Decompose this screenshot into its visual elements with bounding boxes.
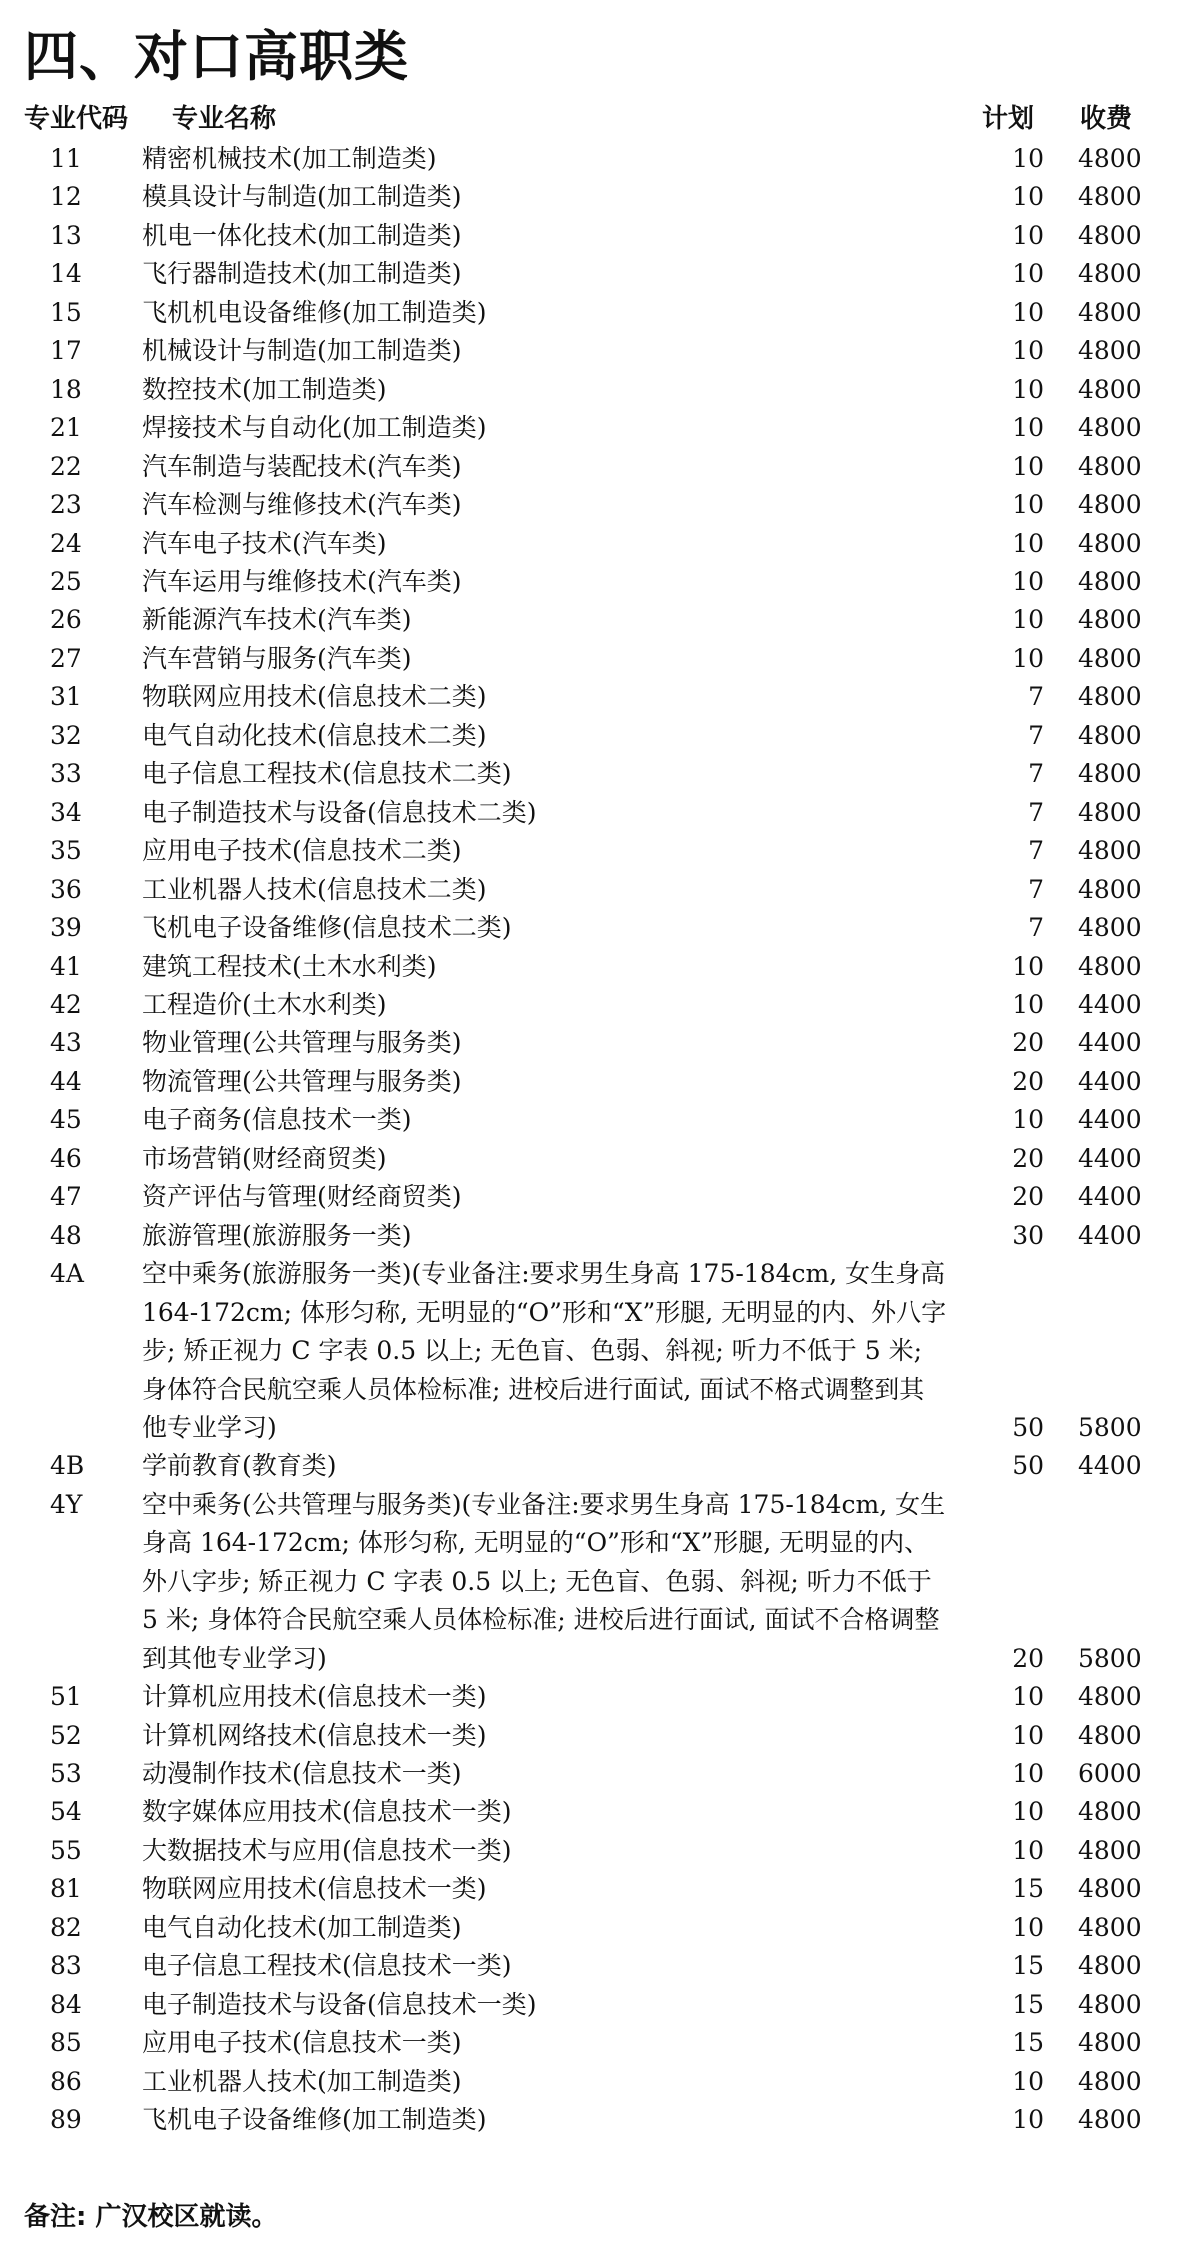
major-code: 23 <box>50 490 82 520</box>
major-code: 22 <box>50 451 82 481</box>
major-name: 物流管理(公共管理与服务类) <box>142 1066 462 1096</box>
major-name: 飞机机电设备维修(加工制造类) <box>142 297 487 327</box>
table-header <box>0 100 1200 138</box>
major-fee: 4800 <box>1078 1989 1142 2019</box>
major-fee: 4800 <box>1078 490 1142 520</box>
major-code: 85 <box>50 2028 82 2058</box>
major-plan: 7 <box>1028 836 1044 866</box>
major-code: 89 <box>50 2105 82 2135</box>
major-name: 资产评估与管理(财经商贸类) <box>142 1182 462 1212</box>
major-plan: 10 <box>1012 413 1044 443</box>
major-plan: 10 <box>1012 297 1044 327</box>
major-plan: 15 <box>1012 2028 1044 2058</box>
major-fee: 4800 <box>1078 451 1142 481</box>
major-code: 25 <box>50 566 82 596</box>
table-row <box>0 255 1200 293</box>
major-code: 4Y <box>50 1489 83 1519</box>
major-fee: 4400 <box>1078 1220 1142 1250</box>
major-fee: 4800 <box>1078 1797 1142 1827</box>
major-name: 飞机电子设备维修(加工制造类) <box>142 2105 487 2135</box>
major-fee: 4800 <box>1078 836 1142 866</box>
major-fee: 4800 <box>1078 220 1142 250</box>
major-name: 汽车电子技术(汽车类) <box>142 528 387 558</box>
major-fee: 4800 <box>1078 605 1142 635</box>
table-row <box>0 832 1200 870</box>
table-row <box>0 1447 1200 1485</box>
major-plan: 10 <box>1012 336 1044 366</box>
table-row <box>0 448 1200 486</box>
major-name: 工业机器人技术(加工制造类) <box>142 2066 462 2096</box>
major-name: 电气自动化技术(信息技术二类) <box>142 720 487 750</box>
table-row <box>0 1678 1200 1716</box>
major-name: 汽车运用与维修技术(汽车类) <box>142 566 462 596</box>
major-fee: 4800 <box>1078 797 1142 827</box>
major-fee: 4800 <box>1078 2105 1142 2135</box>
major-name: 物联网应用技术(信息技术二类) <box>142 682 487 712</box>
major-code: 36 <box>50 874 82 904</box>
major-plan: 30 <box>1012 1220 1044 1250</box>
major-plan: 50 <box>1012 1412 1044 1442</box>
major-plan: 10 <box>1012 643 1044 673</box>
major-plan: 10 <box>1012 490 1044 520</box>
major-code: 52 <box>50 1720 82 1750</box>
major-name: 精密机械技术(加工制造类) <box>142 144 437 173</box>
major-name: 新能源汽车技术(汽车类) <box>142 605 412 635</box>
major-name: 汽车检测与维修技术(汽车类) <box>142 490 462 520</box>
major-fee: 4800 <box>1078 413 1142 443</box>
major-fee: 4800 <box>1078 2028 1142 2058</box>
major-code: 83 <box>50 1951 82 1981</box>
major-name: 大数据技术与应用(信息技术一类) <box>142 1835 512 1865</box>
major-code: 41 <box>50 951 82 981</box>
header-plan: 计划 <box>982 104 1035 134</box>
header-name: 专业名称 <box>172 104 277 134</box>
major-plan: 10 <box>1012 1720 1044 1750</box>
table-row <box>0 640 1200 678</box>
table-row <box>0 486 1200 524</box>
table-row <box>0 1140 1200 1178</box>
major-fee: 4400 <box>1078 1143 1142 1173</box>
table-row <box>0 717 1200 755</box>
major-fee: 4400 <box>1078 1182 1142 1212</box>
table-row <box>0 909 1200 947</box>
major-name: 模具设计与制造(加工制造类) <box>142 182 462 212</box>
table-row <box>0 601 1200 639</box>
major-name: 电子制造技术与设备(信息技术二类) <box>142 797 537 827</box>
major-name: 旅游管理(旅游服务一类) <box>142 1220 412 1250</box>
table-row <box>0 525 1200 563</box>
major-plan: 10 <box>1012 374 1044 404</box>
major-fee: 6000 <box>1078 1759 1142 1789</box>
major-plan: 15 <box>1012 1989 1044 2019</box>
table-row <box>0 794 1200 832</box>
major-plan: 10 <box>1012 1835 1044 1865</box>
major-plan: 10 <box>1012 1797 1044 1827</box>
table-row <box>0 1986 1200 2024</box>
major-code: 51 <box>50 1682 82 1712</box>
major-name: 机械设计与制造(加工制造类) <box>142 336 462 366</box>
major-plan: 10 <box>1012 144 1044 173</box>
major-name: 物联网应用技术(信息技术一类) <box>142 1874 487 1904</box>
major-fee: 4800 <box>1078 528 1142 558</box>
major-code: 35 <box>50 836 82 866</box>
major-fee: 4800 <box>1078 951 1142 981</box>
major-fee: 4800 <box>1078 182 1142 212</box>
major-plan: 10 <box>1012 951 1044 981</box>
major-plan: 10 <box>1012 1912 1044 1942</box>
major-plan: 7 <box>1028 797 1044 827</box>
major-name: 空中乘务(公共管理与服务类)(专业备注:要求男生身高 175-184cm, 女生身高 164-172cm; 体形匀称, 无明显的“O”形和“X”形腿, 无明显的内、外八字步; 矫正视力 C 字表 0.5 以上; 无色盲、色弱、斜视; 听力不低于 5 米; 身体符合民航空乘人员体检标准; 进校后进行面试, 面试不合格调整到其他专业学习) <box>142 1489 946 1673</box>
table-row <box>0 1063 1200 1101</box>
major-plan: 15 <box>1012 1951 1044 1981</box>
major-code: 18 <box>50 374 82 404</box>
major-code: 86 <box>50 2066 82 2096</box>
major-code: 47 <box>50 1182 82 1212</box>
table-row <box>0 1024 1200 1062</box>
major-fee: 4800 <box>1078 913 1142 943</box>
major-code: 48 <box>50 1220 82 1250</box>
major-code: 46 <box>50 1143 82 1173</box>
major-name: 汽车制造与装配技术(汽车类) <box>142 451 462 481</box>
major-fee: 4800 <box>1078 2066 1142 2096</box>
major-code: 43 <box>50 1028 82 1058</box>
major-name: 电子制造技术与设备(信息技术一类) <box>142 1989 537 2019</box>
major-fee: 4800 <box>1078 759 1142 789</box>
major-fee: 4400 <box>1078 1105 1142 1135</box>
major-plan: 10 <box>1012 2105 1044 2135</box>
major-code: 44 <box>50 1066 82 1096</box>
major-code: 17 <box>50 336 82 366</box>
major-fee: 4800 <box>1078 682 1142 712</box>
major-plan: 10 <box>1012 2066 1044 2096</box>
major-fee: 4800 <box>1078 1682 1142 1712</box>
footer-note: 备注: 广汉校区就读。 <box>24 2202 278 2232</box>
major-plan: 10 <box>1012 220 1044 250</box>
major-code: 81 <box>50 1874 82 1904</box>
table-row <box>0 755 1200 793</box>
major-code: 15 <box>50 297 82 327</box>
major-plan: 7 <box>1028 759 1044 789</box>
table-row <box>0 1755 1200 1793</box>
major-plan: 20 <box>1012 1182 1044 1212</box>
major-fee: 4400 <box>1078 1028 1142 1058</box>
major-name: 飞机电子设备维修(信息技术二类) <box>142 913 512 943</box>
major-code: 32 <box>50 720 82 750</box>
major-fee: 4800 <box>1078 144 1142 173</box>
major-code: 11 <box>50 144 82 173</box>
major-fee: 4800 <box>1078 1835 1142 1865</box>
table-row <box>0 140 1200 178</box>
major-fee: 4800 <box>1078 1874 1142 1904</box>
major-plan: 20 <box>1012 1143 1044 1173</box>
major-code: 82 <box>50 1912 82 1942</box>
major-name: 工程造价(土木水利类) <box>142 989 387 1019</box>
major-name: 飞行器制造技术(加工制造类) <box>142 259 462 289</box>
major-name: 数字媒体应用技术(信息技术一类) <box>142 1797 512 1827</box>
table-row <box>0 1255 1200 1447</box>
table-row <box>0 332 1200 370</box>
major-plan: 15 <box>1012 1874 1044 1904</box>
major-name: 汽车营销与服务(汽车类) <box>142 643 412 673</box>
table-row <box>0 217 1200 255</box>
major-name: 应用电子技术(信息技术一类) <box>142 2028 462 2058</box>
table-row <box>0 294 1200 332</box>
major-table <box>0 140 1200 2140</box>
table-row <box>0 1793 1200 1831</box>
major-name: 电气自动化技术(加工制造类) <box>142 1912 462 1942</box>
table-row <box>0 986 1200 1024</box>
major-name: 学前教育(教育类) <box>142 1451 337 1481</box>
major-fee: 4400 <box>1078 1451 1142 1481</box>
major-fee: 4400 <box>1078 989 1142 1019</box>
header-fee: 收费 <box>1080 104 1133 134</box>
major-fee: 4800 <box>1078 720 1142 750</box>
major-code: 55 <box>50 1835 82 1865</box>
major-plan: 20 <box>1012 1028 1044 1058</box>
major-code: 53 <box>50 1759 82 1789</box>
major-code: 12 <box>50 182 82 212</box>
table-row <box>0 563 1200 601</box>
major-plan: 10 <box>1012 566 1044 596</box>
table-row <box>0 2063 1200 2101</box>
table-row <box>0 409 1200 447</box>
table-row <box>0 2024 1200 2062</box>
table-row <box>0 1870 1200 1908</box>
major-code: 4A <box>50 1259 84 1289</box>
major-code: 14 <box>50 259 82 289</box>
major-name: 空中乘务(旅游服务一类)(专业备注:要求男生身高 175-184cm, 女生身高 164-172cm; 体形匀称, 无明显的“O”形和“X”形腿, 无明显的内、外八字步; 矫正视力 C 字表 0.5 以上; 无色盲、色弱、斜视; 听力不低于 5 米; 身体符合民航空乘人员体检标准; 进校后进行面试, 面试不格式调整到其他专业学习) <box>142 1259 954 1442</box>
major-fee: 4800 <box>1078 374 1142 404</box>
major-name: 机电一体化技术(加工制造类) <box>142 220 462 250</box>
major-plan: 10 <box>1012 528 1044 558</box>
major-fee: 4800 <box>1078 566 1142 596</box>
table-row <box>0 1101 1200 1139</box>
major-plan: 10 <box>1012 182 1044 212</box>
major-fee: 4800 <box>1078 1912 1142 1942</box>
table-row <box>0 371 1200 409</box>
major-code: 27 <box>50 643 82 673</box>
table-row <box>0 1486 1200 1678</box>
major-code: 13 <box>50 220 82 250</box>
table-row <box>0 1178 1200 1216</box>
table-row <box>0 678 1200 716</box>
major-plan: 10 <box>1012 451 1044 481</box>
major-name: 工业机器人技术(信息技术二类) <box>142 874 487 904</box>
major-fee: 4800 <box>1078 259 1142 289</box>
major-code: 42 <box>50 989 82 1019</box>
major-name: 市场营销(财经商贸类) <box>142 1143 387 1173</box>
table-row <box>0 1909 1200 1947</box>
major-plan: 20 <box>1012 1643 1044 1673</box>
major-fee: 4800 <box>1078 1951 1142 1981</box>
major-code: 21 <box>50 413 82 443</box>
major-code: 31 <box>50 682 82 712</box>
section-title: 四、对口高职类 <box>24 25 409 88</box>
major-plan: 7 <box>1028 720 1044 750</box>
major-name: 应用电子技术(信息技术二类) <box>142 836 462 866</box>
major-code: 54 <box>50 1797 82 1827</box>
major-plan: 7 <box>1028 682 1044 712</box>
major-name: 数控技术(加工制造类) <box>142 374 387 404</box>
major-fee: 4800 <box>1078 1720 1142 1750</box>
major-plan: 10 <box>1012 1105 1044 1135</box>
major-name: 动漫制作技术(信息技术一类) <box>142 1759 462 1789</box>
major-fee: 4400 <box>1078 1066 1142 1096</box>
major-plan: 50 <box>1012 1451 1044 1481</box>
table-row <box>0 948 1200 986</box>
major-plan: 10 <box>1012 259 1044 289</box>
table-row <box>0 2101 1200 2139</box>
major-fee: 4800 <box>1078 643 1142 673</box>
major-plan: 10 <box>1012 989 1044 1019</box>
major-plan: 7 <box>1028 874 1044 904</box>
major-fee: 4800 <box>1078 874 1142 904</box>
major-code: 84 <box>50 1989 82 2019</box>
major-code: 39 <box>50 913 82 943</box>
major-code: 26 <box>50 605 82 635</box>
major-fee: 4800 <box>1078 297 1142 327</box>
major-code: 33 <box>50 759 82 789</box>
major-code: 45 <box>50 1105 82 1135</box>
major-fee: 5800 <box>1078 1643 1142 1673</box>
major-fee: 4800 <box>1078 336 1142 366</box>
major-plan: 20 <box>1012 1066 1044 1096</box>
major-name: 焊接技术与自动化(加工制造类) <box>142 413 487 443</box>
major-name: 电子商务(信息技术一类) <box>142 1105 412 1135</box>
table-row <box>0 1947 1200 1985</box>
table-row <box>0 1217 1200 1255</box>
major-name: 计算机网络技术(信息技术一类) <box>142 1720 487 1750</box>
header-code: 专业代码 <box>24 104 129 134</box>
major-name: 物业管理(公共管理与服务类) <box>142 1028 462 1058</box>
major-name: 电子信息工程技术(信息技术二类) <box>142 759 512 789</box>
major-fee: 5800 <box>1078 1412 1142 1442</box>
major-code: 24 <box>50 528 82 558</box>
table-row <box>0 1717 1200 1755</box>
major-plan: 7 <box>1028 913 1044 943</box>
major-code: 4B <box>50 1451 85 1481</box>
major-name: 电子信息工程技术(信息技术一类) <box>142 1951 512 1981</box>
major-plan: 10 <box>1012 1682 1044 1712</box>
major-name: 建筑工程技术(土木水利类) <box>142 951 437 981</box>
major-plan: 10 <box>1012 1759 1044 1789</box>
major-name: 计算机应用技术(信息技术一类) <box>142 1682 487 1712</box>
table-row <box>0 178 1200 216</box>
table-row <box>0 871 1200 909</box>
table-row <box>0 1832 1200 1870</box>
major-plan: 10 <box>1012 605 1044 635</box>
major-code: 34 <box>50 797 82 827</box>
